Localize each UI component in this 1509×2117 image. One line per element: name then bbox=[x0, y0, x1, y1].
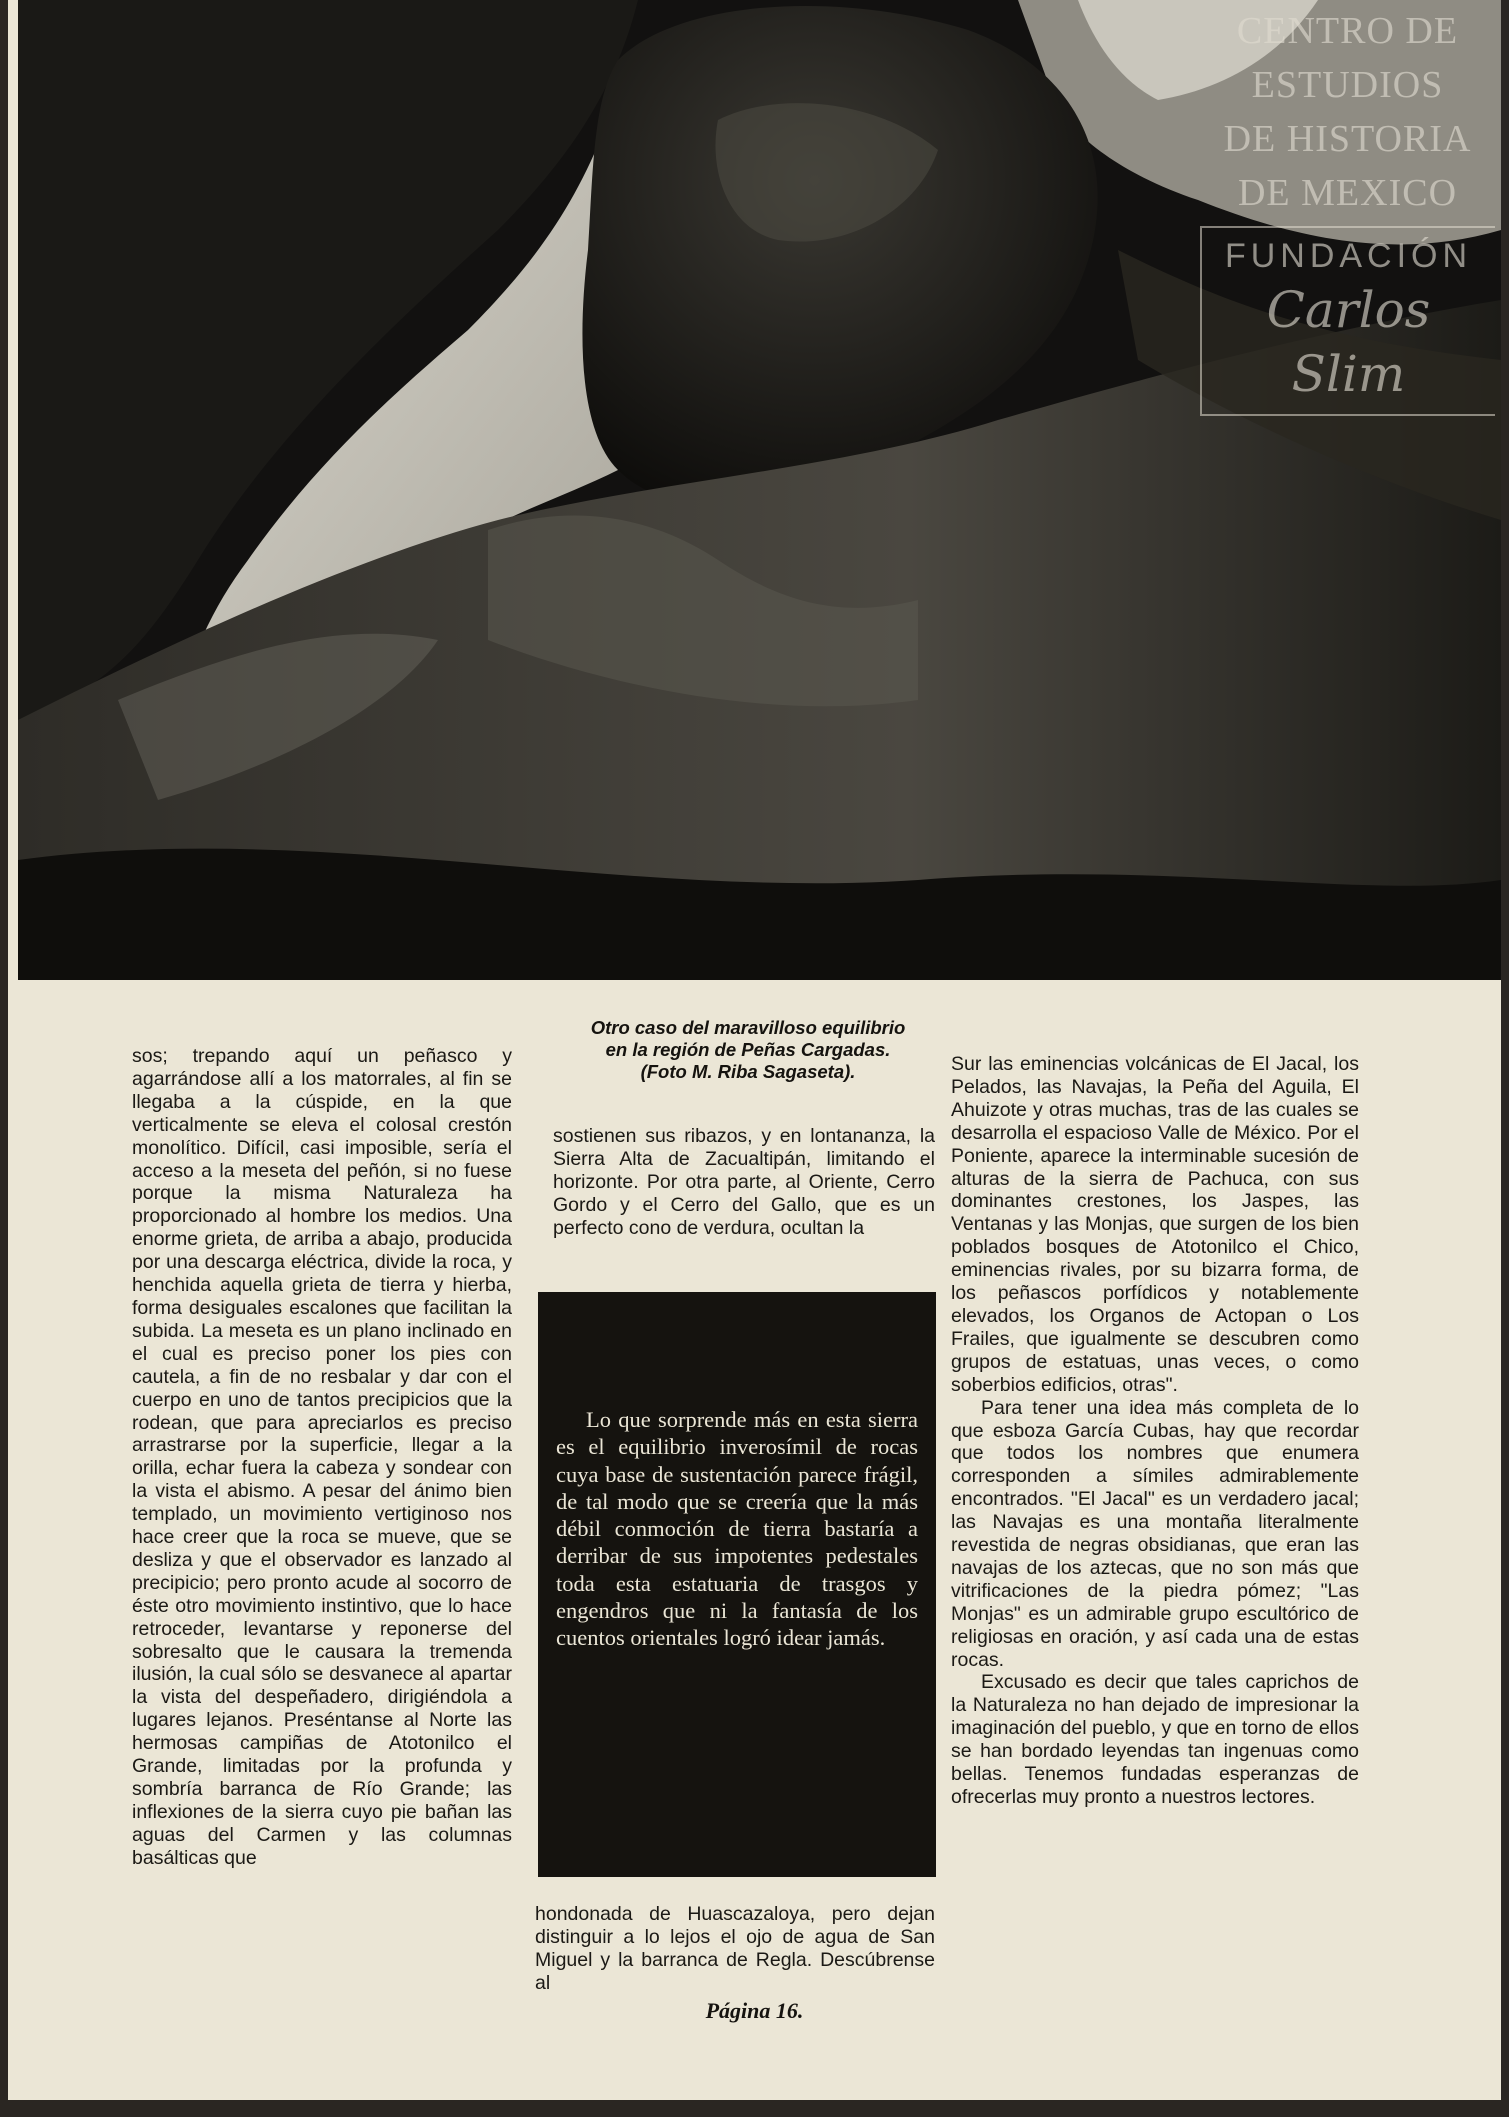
page-number: Página 16. bbox=[705, 1998, 804, 2023]
text-column-3 bbox=[951, 1053, 1359, 1809]
rock-photograph bbox=[18, 0, 1501, 980]
watermark-signature: Carlos Slim bbox=[1266, 281, 1431, 403]
caption-line-2: en la región de Peñas Cargadas. bbox=[605, 1039, 891, 1060]
watermark-line-3: DE HISTORIA bbox=[1223, 118, 1472, 160]
column3-paragraph-1: Sur las eminencias volcánicas de El Jacal, los Pelados, las Navajas, la Peña del Aguila, El Ahuizote y otras muchas, tras de las cuales se desarrolla el espacioso Valle de México. Por el Poniente, aparece la interminable sucesión de alturas de la sierra de Pachuca, con sus dominantes crestones, los Jaspes, las Ventanas y las Monjas, que surgen de los bien poblados bosques de Atotonilco el Chico, eminencias rivales, por su bizarra forma, de los peñascos porfídicos y notablemente elevados, los Organos de Actopan o Los Frailes, que igualmente se descubren como grupos de estatuas, unas veces, o como soberbios edificios, otras". bbox=[951, 1053, 1359, 1396]
caption-line-1: Otro caso del maravilloso equilibrio bbox=[590, 1017, 906, 1038]
caption-line-3: (Foto M. Riba Sagaseta). bbox=[640, 1061, 856, 1082]
text-column-2-bottom bbox=[535, 1903, 935, 1995]
column3-paragraph-2: Para tener una idea más completa de lo que esboza García Cubas, hay que recordar que todos los nombres que enumera corresponden a símiles admirablemente encontrados. "El Jacal" es un verdadero jacal; las Navajas es una montaña literalmente revestida de negras obsidianas, que eran las navajas de los aztecas, que no son más que vitrificaciones de la piedra pómez; "Las Monjas" es un admirable grupo escultórico de religiosas en oración, y así cada una de estas rocas. bbox=[951, 1396, 1359, 1671]
photo-caption bbox=[548, 1017, 948, 1083]
callout-box bbox=[538, 1292, 936, 1877]
column2-top-paragraph: sostienen sus ribazos, y en lontananza, la Sierra Alta de Zacualtipán, limitando el horizonte. Por otra parte, al Oriente, Cerro Gordo y el Cerro del Gallo, que es un perfecto cono de verdura, ocultan la bbox=[553, 1125, 935, 1239]
archive-watermark bbox=[1200, 4, 1495, 403]
callout-paragraph: Lo que sorprende más en esta sierra es el equilibrio inverosímil de rocas cuya base de sustentación parece frágil, de tal modo que se creería que la más débil conmoción de tierra bastaría a derribar de sus impotentes pedestales toda esta estatuaria de trasgos y engendros que ni la fantasía de los cuentos orientales logró idear jamás. bbox=[556, 1407, 918, 1651]
column1-paragraph: sos; trepando aquí un peñasco y agarrándose allí a los matorrales, al fin se llegaba a la cúspide, en la que verticalmente se eleva el colosal crestón monolítico. Difícil, casi imposible, sería el acceso a la meseta del peñón, si no fuese porque la misma Naturaleza ha proporcionado al hombre los medios. Una enorme grieta, de arriba a abajo, producida por una descarga eléctrica, divide la roca, y henchida aquella grieta de tierra y hierba, forma desiguales escalones que facilitan la subida. La meseta es un plano inclinado en el cual es preciso poner los pies con cautela, a fin de no resbalar y dar con el cuerpo en uno de tantos precipicios que la rodean, que para apreciarlos es preciso arrastrarse por la superficie, llegar a la orilla, echar fuera la cabeza y sondear con la vista el abismo. A pesar del ánimo bien templado, un movimiento vertiginoso nos hace creer que la roca se mueve, que se desliza y que el observador es lanzado al precipicio; pero pronto acude al socorro de éste otro movimiento instintivo, que lo hace retroceder, levantarse y reponerse del sobresalto que le causara la tremenda ilusión, la cual sólo se desvanece al apartar la vista del despeñadero, dirigiéndola a lugares lejanos. Preséntanse al Norte las hermosas campiñas de Atotonilco el Grande, limitadas por la profunda y sombría barranca de Río Grande; las inflexiones de la sierra cuyo pie bañan las aguas del Carmen y las columnas basálticas que bbox=[132, 1045, 512, 1869]
watermark-line-1: CENTRO DE bbox=[1236, 10, 1459, 52]
magazine-page bbox=[8, 0, 1501, 2100]
watermark-line-4: DE MEXICO bbox=[1237, 172, 1458, 214]
text-column-2-top bbox=[553, 1125, 935, 1240]
watermark-foundation: FUNDACIÓN bbox=[1224, 237, 1473, 275]
callout-text bbox=[556, 1406, 918, 1652]
watermark-line-2: ESTUDIOS bbox=[1251, 64, 1444, 106]
watermark-foundation-box bbox=[1200, 226, 1495, 416]
column2-bottom-paragraph: hondonada de Huascazaloya, pero dejan distinguir a lo lejos el ojo de agua de San Miguel y la barranca de Regla. Descúbrense al bbox=[535, 1903, 935, 1994]
column3-paragraph-3: Excusado es decir que tales caprichos de la Naturaleza no han dejado de impresionar la imaginación del pueblo, y que en torno de ellos se han bordado leyendas tan ingenuas como bellas. Tenemos fundadas esperanzas de ofrecerlas muy pronto a nuestros lectores. bbox=[951, 1671, 1359, 1808]
text-column-1 bbox=[132, 1045, 512, 1870]
